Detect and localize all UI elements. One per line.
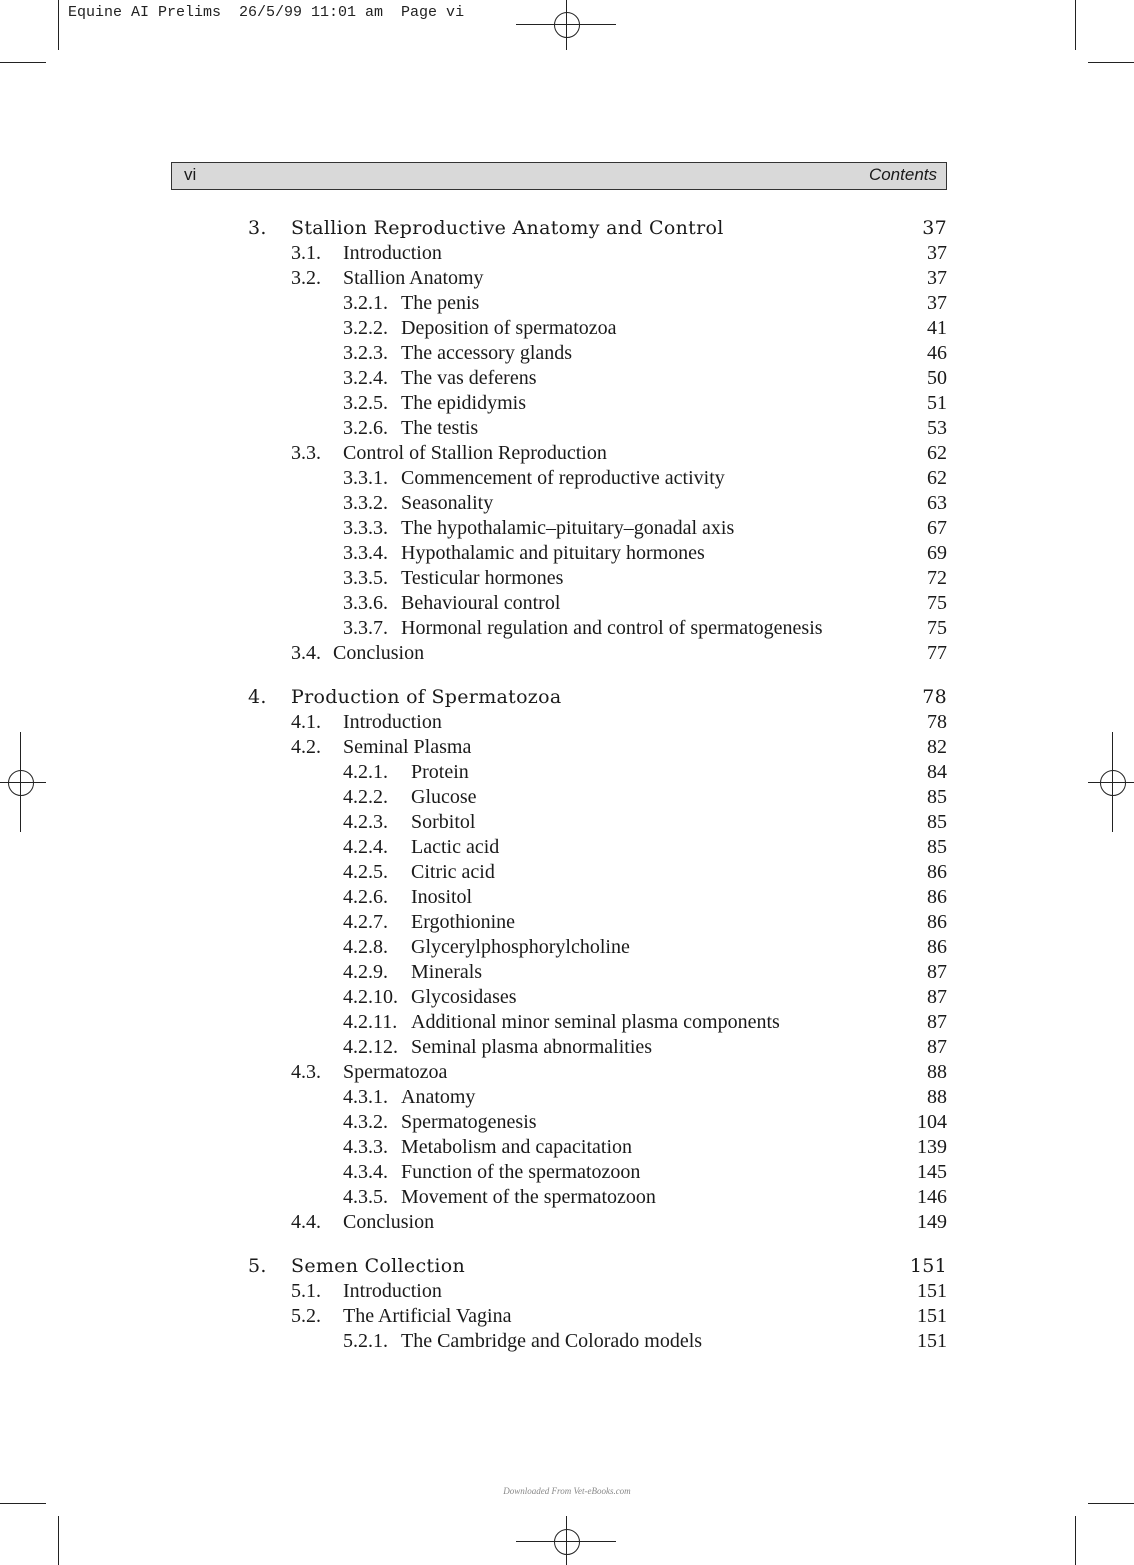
toc-entry-page: 104 — [917, 1111, 947, 1133]
toc-entry-number: 3.1. — [291, 242, 321, 264]
toc-entry-title: The hypothalamic–pituitary–gonadal axis — [401, 517, 735, 539]
toc-entry — [0, 291, 1134, 316]
toc-entry-page: 75 — [927, 617, 947, 639]
toc-entry — [0, 1210, 1134, 1235]
toc-entry-number: 4.2.1. — [343, 761, 388, 783]
toc-entry — [0, 491, 1134, 516]
toc-entry — [0, 566, 1134, 591]
toc-entry — [0, 391, 1134, 416]
toc-entry — [0, 960, 1134, 985]
toc-entry-number: 3.3.4. — [343, 542, 388, 564]
toc-entry — [0, 785, 1134, 810]
toc-entry-number: 3.2.5. — [343, 392, 388, 414]
toc-entry-page: 139 — [917, 1136, 947, 1158]
toc-entry-page: 63 — [927, 492, 947, 514]
toc-entry — [0, 316, 1134, 341]
toc-entry-page: 37 — [922, 217, 947, 239]
toc-entry-title: Commencement of reproductive activity — [401, 467, 725, 489]
toc-entry-title: Stallion Reproductive Anatomy and Control — [291, 217, 724, 239]
toc-entry-page: 67 — [927, 517, 947, 539]
toc-entry-title: Hypothalamic and pituitary hormones — [401, 542, 705, 564]
toc-entry-number: 4.2.9. — [343, 961, 388, 983]
toc-entry — [0, 1304, 1134, 1329]
toc-entry-page: 62 — [927, 467, 947, 489]
toc-entry-page: 88 — [927, 1061, 947, 1083]
toc-entry-page: 78 — [927, 711, 947, 733]
toc-entry — [0, 1010, 1134, 1035]
toc-entry-page: 85 — [927, 786, 947, 808]
crop-mark — [1088, 62, 1134, 63]
toc-entry — [0, 1035, 1134, 1060]
toc-entry — [0, 441, 1134, 466]
toc-entry-title: Production of Spermatozoa — [291, 686, 562, 708]
toc-entry-number: 4.2.3. — [343, 811, 388, 833]
toc-entry — [0, 710, 1134, 735]
toc-entry — [0, 935, 1134, 960]
toc-entry — [0, 1110, 1134, 1135]
toc-entry-number: 3.3.6. — [343, 592, 388, 614]
toc-entry-number: 4.3.2. — [343, 1111, 388, 1133]
crop-mark — [58, 1516, 59, 1565]
toc-entry-number: 4.3. — [291, 1061, 321, 1083]
toc-entry-number: 4.2. — [291, 736, 321, 758]
toc-entry-page: 87 — [927, 1011, 947, 1033]
toc-entry-title: Spermatogenesis — [401, 1111, 537, 1133]
toc-entry-number: 3.2.4. — [343, 367, 388, 389]
toc-entry-title: Ergothionine — [411, 911, 516, 933]
page-folio: vi — [184, 165, 197, 184]
toc-entry — [0, 466, 1134, 491]
toc-entry-number: 3.2.2. — [343, 317, 388, 339]
toc-entry-title: Testicular hormones — [401, 567, 564, 589]
running-head-title: Contents — [868, 165, 937, 184]
running-head — [171, 162, 947, 190]
toc-entry-title: Seminal Plasma — [343, 736, 472, 758]
toc-chapter-entry — [0, 685, 1134, 710]
crop-mark — [1088, 1503, 1134, 1504]
toc-entry-page: 51 — [927, 392, 947, 414]
toc-entry-title: Hormonal regulation and control of spermatogenesis — [401, 617, 823, 639]
toc-entry-title: Behavioural control — [401, 592, 561, 614]
toc-chapter-entry — [0, 1254, 1134, 1279]
download-watermark: Downloaded From Vet-eBooks.com — [503, 1486, 631, 1496]
toc-entry-title: Seasonality — [401, 492, 494, 514]
toc-entry-title: Semen Collection — [291, 1255, 465, 1277]
toc-entry-title: Anatomy — [401, 1086, 476, 1108]
toc-entry — [0, 1135, 1134, 1160]
toc-entry-number: 4.4. — [291, 1211, 321, 1233]
toc-entry-page: 82 — [927, 736, 947, 758]
crop-mark — [0, 62, 46, 63]
toc-entry-title: Control of Stallion Reproduction — [343, 442, 607, 464]
toc-entry-title: Movement of the spermatozoon — [401, 1186, 656, 1208]
toc-entry-number: 3.3.2. — [343, 492, 388, 514]
toc-entry-number: 3.4. — [291, 642, 321, 664]
toc-entry-number: 4.3.3. — [343, 1136, 388, 1158]
toc-entry-page: 145 — [917, 1161, 947, 1183]
toc-entry — [0, 1060, 1134, 1085]
toc-entry-number: 5.1. — [291, 1280, 321, 1302]
toc-entry-page: 37 — [927, 267, 947, 289]
toc-entry — [0, 1329, 1134, 1354]
toc-entry-page: 78 — [922, 686, 947, 708]
toc-entry-number: 3.3.1. — [343, 467, 388, 489]
toc-entry-page: 53 — [927, 417, 947, 439]
toc-entry-number: 3.2.3. — [343, 342, 388, 364]
toc-entry-page: 85 — [927, 811, 947, 833]
toc-entry-number: 3. — [248, 217, 267, 239]
crop-mark — [0, 1503, 46, 1504]
toc-entry — [0, 241, 1134, 266]
toc-entry — [0, 641, 1134, 666]
toc-entry — [0, 366, 1134, 391]
toc-entry — [0, 835, 1134, 860]
toc-entry-title: Glucose — [411, 786, 477, 808]
toc-entry-page: 37 — [927, 242, 947, 264]
toc-entry — [0, 985, 1134, 1010]
toc-entry — [0, 516, 1134, 541]
toc-entry — [0, 616, 1134, 641]
toc-entry — [0, 591, 1134, 616]
toc-entry-page: 85 — [927, 836, 947, 858]
toc-entry — [0, 860, 1134, 885]
print-slug: Equine AI Prelims 26/5/99 11:01 am Page vi — [68, 4, 465, 21]
toc-entry-number: 4.3.4. — [343, 1161, 388, 1183]
toc-entry-number: 4.1. — [291, 711, 321, 733]
toc-entry-page: 87 — [927, 986, 947, 1008]
toc-entry-number: 5.2.1. — [343, 1330, 388, 1352]
toc-entry — [0, 1185, 1134, 1210]
toc-entry — [0, 885, 1134, 910]
toc-entry — [0, 1085, 1134, 1110]
toc-entry-title: Glycosidases — [411, 986, 517, 1008]
toc-entry — [0, 1160, 1134, 1185]
toc-entry-number: 4.3.5. — [343, 1186, 388, 1208]
toc-entry-page: 151 — [917, 1280, 947, 1302]
toc-entry-page: 151 — [917, 1305, 947, 1327]
toc-entry-page: 146 — [917, 1186, 947, 1208]
crop-mark — [1075, 0, 1076, 50]
toc-entry — [0, 760, 1134, 785]
toc-entry-page: 151 — [909, 1255, 947, 1277]
toc-chapter-entry — [0, 216, 1134, 241]
toc-entry-page: 84 — [927, 761, 947, 783]
toc-entry-page: 86 — [927, 936, 947, 958]
crop-mark — [58, 0, 59, 50]
toc-entry-title: The vas deferens — [401, 367, 537, 389]
toc-entry-title: Inositol — [411, 886, 473, 908]
toc-entry-number: 3.2.6. — [343, 417, 388, 439]
toc-entry-number: 3.2. — [291, 267, 321, 289]
toc-entry-title: Introduction — [343, 711, 442, 733]
toc-entry-page: 46 — [927, 342, 947, 364]
toc-entry-title: Spermatozoa — [343, 1061, 448, 1083]
toc-entry-page: 75 — [927, 592, 947, 614]
toc-entry-number: 5.2. — [291, 1305, 321, 1327]
toc-entry-number: 4.2.6. — [343, 886, 388, 908]
toc-entry — [0, 341, 1134, 366]
toc-entry-title: The testis — [401, 417, 479, 439]
toc-entry-number: 3.3. — [291, 442, 321, 464]
toc-entry-number: 4. — [248, 686, 267, 708]
toc-entry — [0, 416, 1134, 441]
toc-entry-number: 3.3.7. — [343, 617, 388, 639]
toc-entry — [0, 910, 1134, 935]
toc-entry-page: 86 — [927, 886, 947, 908]
toc-entry-number: 4.2.4. — [343, 836, 388, 858]
toc-entry-page: 69 — [927, 542, 947, 564]
toc-entry-page: 72 — [927, 567, 947, 589]
toc-entry-number: 4.2.5. — [343, 861, 388, 883]
toc-entry-title: Metabolism and capacitation — [401, 1136, 633, 1158]
toc-entry-number: 3.3.3. — [343, 517, 388, 539]
toc-entry-page: 77 — [927, 642, 947, 664]
toc-entry — [0, 266, 1134, 291]
toc-entry-title: Glycerylphosphorylcholine — [411, 936, 630, 958]
toc-entry-page: 37 — [927, 292, 947, 314]
toc-entry-title: Sorbitol — [411, 811, 476, 833]
toc-entry-page: 62 — [927, 442, 947, 464]
toc-entry-title: Minerals — [411, 961, 483, 983]
toc-entry-title: Conclusion — [343, 1211, 435, 1233]
toc-entry-title: Function of the spermatozoon — [401, 1161, 641, 1183]
toc-entry-title: Stallion Anatomy — [343, 267, 484, 289]
toc-entry-title: The Artificial Vagina — [343, 1305, 512, 1327]
toc-entry-page: 86 — [927, 861, 947, 883]
toc-entry — [0, 735, 1134, 760]
toc-entry-title: The penis — [401, 292, 480, 314]
toc-entry-title: The Cambridge and Colorado models — [401, 1330, 703, 1352]
toc-entry — [0, 1279, 1134, 1304]
toc-entry-title: The epididymis — [401, 392, 526, 414]
toc-entry-page: 88 — [927, 1086, 947, 1108]
toc-entry-title: Deposition of spermatozoa — [401, 317, 617, 339]
toc-entry — [0, 541, 1134, 566]
toc-entry-page: 149 — [917, 1211, 947, 1233]
toc-entry-title: Conclusion — [333, 642, 425, 664]
toc-entry-number: 4.3.1. — [343, 1086, 388, 1108]
toc-entry-number: 4.2.10. — [343, 986, 398, 1008]
toc-entry-page: 50 — [927, 367, 947, 389]
toc-entry-title: Introduction — [343, 242, 442, 264]
toc-entry-title: Additional minor seminal plasma components — [411, 1011, 780, 1033]
toc-entry-title: Introduction — [343, 1280, 442, 1302]
toc-entry-page: 87 — [927, 1036, 947, 1058]
crop-mark — [1075, 1516, 1076, 1565]
toc-entry-title: Citric acid — [411, 861, 495, 883]
toc-entry-page: 86 — [927, 911, 947, 933]
toc-entry-number: 4.2.7. — [343, 911, 388, 933]
toc-entry-title: The accessory glands — [401, 342, 573, 364]
toc-entry-title: Protein — [411, 761, 469, 783]
toc-entry-title: Lactic acid — [411, 836, 500, 858]
toc-entry-number: 3.2.1. — [343, 292, 388, 314]
toc-entry-page: 151 — [917, 1330, 947, 1352]
toc-entry-number: 4.2.2. — [343, 786, 388, 808]
toc-entry-number: 4.2.11. — [343, 1011, 398, 1033]
toc-entry-title: Seminal plasma abnormalities — [411, 1036, 653, 1058]
toc-entry-number: 4.2.12. — [343, 1036, 398, 1058]
toc-entry — [0, 810, 1134, 835]
toc-entry-number: 5. — [248, 1255, 267, 1277]
toc-entry-number: 3.3.5. — [343, 567, 388, 589]
toc-entry-page: 87 — [927, 961, 947, 983]
toc-entry-page: 41 — [927, 317, 947, 339]
toc-entry-number: 4.2.8. — [343, 936, 388, 958]
